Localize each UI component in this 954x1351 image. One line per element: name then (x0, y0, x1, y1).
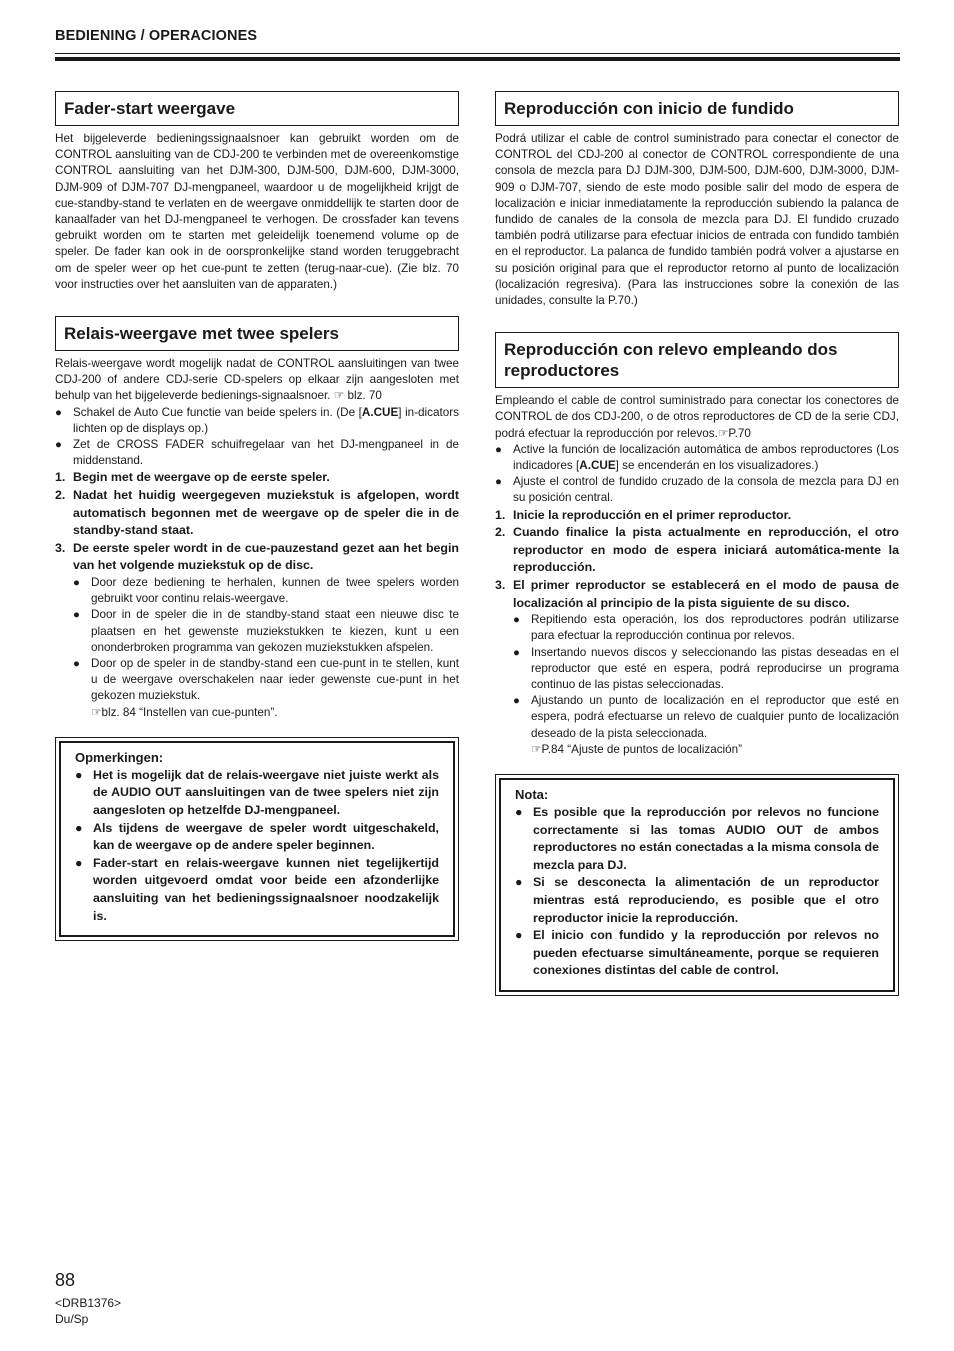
notes-title: Nota: (515, 787, 549, 803)
section-title-inicio-fundido: Reproducción con inicio de fundido (495, 91, 899, 126)
bullet-icon: ● (55, 439, 62, 452)
list-item: ● Ajuste el control de fundido cruzado de la consola de mezcla para DJ en su posición central. (495, 475, 899, 505)
step-item: 1. Begin met de weergave op de eerste speler. (55, 470, 330, 485)
right-column (495, 91, 899, 996)
list-item: ● Ajustando un punto de localización en el reproductor que esté en espera, podrá efectuarse un relevo de cualquier punto de localización deseado de la pista seleccionada. (513, 694, 899, 740)
note-item: ● Als tijdens de weergave de speler wordt uitgeschakeld, kan de weergave op de andere speler beginnen. (75, 820, 439, 853)
bullet-icon: ● (495, 443, 502, 456)
bullet-icon: ● (73, 609, 80, 622)
list-item: ● Door deze bediening te herhalen, kunnen de twee spelers worden gebruikt voor continu relais-weergave. (73, 576, 459, 606)
bullet-icon: ● (73, 577, 80, 590)
cross-reference: ☞P.84 “Ajuste de puntos de localización” (531, 742, 743, 756)
step-item: 3. El primer reproductor se establecerá en el modo de pausa de localización al principio de la pista siguiente de su disco. (495, 578, 899, 610)
section-title-relevo: Reproducción con relevo empleando dos reproductores (495, 332, 899, 388)
bullet-icon: ● (495, 476, 502, 489)
list-item: ● Zet de CROSS FADER schuifregelaar van het DJ-mengpaneel in de middenstand. (55, 438, 459, 468)
model-code: <DRB1376> (55, 1296, 122, 1310)
section-title-fader-start: Fader-start weergave (55, 91, 459, 126)
step-item: 2. Cuando finalice la pista actualmente en reproducción, el otro reproductor en modo de espera iniciará automática-mente la reproducción. (495, 525, 899, 575)
sub-bullet-list (495, 612, 899, 742)
list-item: ● Insertando nuevos discos y seleccionando las pistas deseadas en el reproductor que esté en espera, podrá reproducirse un programa continuo de las pistas seleccionadas. (513, 645, 899, 692)
note-item: ● El inicio con fundido y la reproducción por relevos no pueden efectuarse simultáneamente, porque se requieren conexiones distintas del cable de control. (515, 928, 879, 978)
note-item: ● Het is mogelijk dat de relais-weergave niet juiste werkt als de AUDIO OUT aansluitingen van de twee spelers niet zijn aangesloten op hetzelfde DJ-mengpaneel. (75, 767, 439, 818)
list-item: ● Repitiendo esta operación, los dos reproductores podrán utilizarse para efectuar la reproducción continua por relevos. (513, 613, 899, 643)
note-item: ● Es posible que la reproducción por relevos no funcione correctamente si las tomas AUDIO OUT de ambos reproductores no están conectadas a la misma consola de mezcla para DJ. (515, 805, 879, 872)
bullet-icon: ● (513, 695, 520, 708)
bullet-icon: ● (75, 855, 83, 870)
bullet-icon: ● (515, 875, 523, 890)
header-rule-thin (55, 53, 900, 54)
section-header-label: BEDIENING / OPERACIONES (55, 28, 258, 44)
language-code: Du/Sp (55, 1312, 89, 1326)
notes-title: Opmerkingen: (75, 749, 164, 765)
note-item: ● Si se desconecta la alimentación de un reproductor mientras está reproduciendo, es posible que el otro reproductor inicie la reproducción. (515, 875, 879, 925)
step-item: 2. Nadat het huidig weergegeven muziekstuk is afgelopen, wordt automatisch begonnen met de weergave op de speler die in de standby-stand staat. (55, 488, 459, 538)
step-item: 1. Inicie la reproducción en el primer reproductor. (495, 507, 792, 522)
note-item: ● Fader-start en relais-weergave kunnen niet tegelijkertijd worden uitgevoerd omdat voor beide een afzonderlijke aansluiting van het bedieningssignaalsnoer noodzakelijk is. (75, 855, 439, 923)
bullet-icon: ● (73, 658, 80, 671)
bullet-icon: ● (515, 805, 523, 820)
document-code (55, 1295, 121, 1327)
step-item: 3. De eerste speler wordt in de cue-pauzestand gezet aan het begin van het volgende muziekstuk op de disc. (55, 540, 459, 573)
list-item: ● Door op de speler in de standby-stand een cue-punt in te stellen, kunt u de weergave overschakelen naar ieder gewenste cue-punt in het gekozen muziekstuk. (73, 657, 459, 703)
relay-intro: Relais-weergave wordt mogelijk nadat de CONTROL aansluitingen van twee CDJ-200 of andere CDJ-serie CD-spelers op elkaar zijn aangesloten met behulp van het bijgeleverde bedienings-signaalsnoer. ☞ blz. 70 (55, 357, 459, 403)
fader-start-body: Het bijgeleverde bedieningssignaalsnoer kan gebruikt worden om de CONTROL aansluiting van de CDJ-200 te verbinden met de overeenkomstige CONTROL aansluiting van het DJM-300, DJM-500, DJM-600, DJM-3000, DJM-909 of DJM-707 DJ-mengpaneel, waardoor u de mogelijkheid krijgt de cue-standby-stand te verlaten en de weergave onmiddellijk te starten door de kanaalfader van het DJ-mengpaneel te verhogen. De crossfader kan tevens gebruikt worden om te starten met geleidelijk toenemend volume op de speler. De fader kan ook in de oorspronkelijke stand worden teruggebracht om de speler weer op het cue-punt te zetten (terug-naar-cue). (Zie blz. 70 voor instructies over het aansluiten van de apparaten.) (55, 132, 459, 291)
cross-reference: ☞blz. 84 “Instellen van cue-punten”. (91, 705, 278, 719)
bullet-icon: ● (75, 767, 83, 782)
page-number: 88 (55, 1270, 76, 1290)
header-rule-thick (55, 57, 900, 61)
list-item: ● Active la función de localización automática de ambos reproductores (Los indicadores [A.CUE] se encenderán en los visualizadores.) (495, 442, 899, 473)
inicio-fundido-body: Podrá utilizar el cable de control suministrado para conectar el conector de CONTROL del CDJ-200 al conector de CONTROL correspondiente de una consola de mezcla para DJ DJM-300, DJM-500, DJM-600, DJM-3000, DJM-909 o DJM-707, siendo de este modo posible salir del modo de espera de localización e iniciar inmediatamente la reproducción subiendo la palanca de fundido de canales de la consola de mezcla para DJ. El fundido cruzado también podrá utilizarse para efectuar inicios de entrada con fundido también en el reproductor. La palanca de fundido también podrá volver a ajustarse en su posición original para que el reproductor retorno al punto de localización (localización regresiva). (Para las instrucciones sobre la conexión de las unidades, consulte la P.70.) (495, 132, 899, 308)
bullet-icon: ● (513, 646, 520, 659)
list-item: ● Schakel de Auto Cue functie van beide spelers in. (De [A.CUE] in-dicators lichten op de displays op.) (55, 405, 459, 435)
relevo-intro: Empleando el cable de control suministrado para conectar los conectores de CONTROL de dos CDJ-200, o de otros reproductores de CD de la serie CDJ, podrá efectuar la reproducción por relevos.☞P.70 (495, 394, 899, 440)
bullet-icon: ● (55, 406, 62, 419)
section-title-relay: Relais-weergave met twee spelers (55, 316, 459, 351)
list-item: ● Door in de speler die in de standby-stand staat een nieuwe disc te plaatsen en het gewenste muziekstukken te kiezen, kunt u een ononderbroken programma van gekozen muziekstukken afspelen. (73, 608, 459, 654)
notes-box (495, 774, 899, 996)
bullet-icon: ● (513, 614, 520, 627)
sub-bullet-list (55, 575, 459, 705)
notes-box (55, 737, 459, 941)
left-column (55, 91, 459, 941)
bullet-icon: ● (515, 928, 523, 943)
bullet-icon: ● (75, 820, 83, 835)
